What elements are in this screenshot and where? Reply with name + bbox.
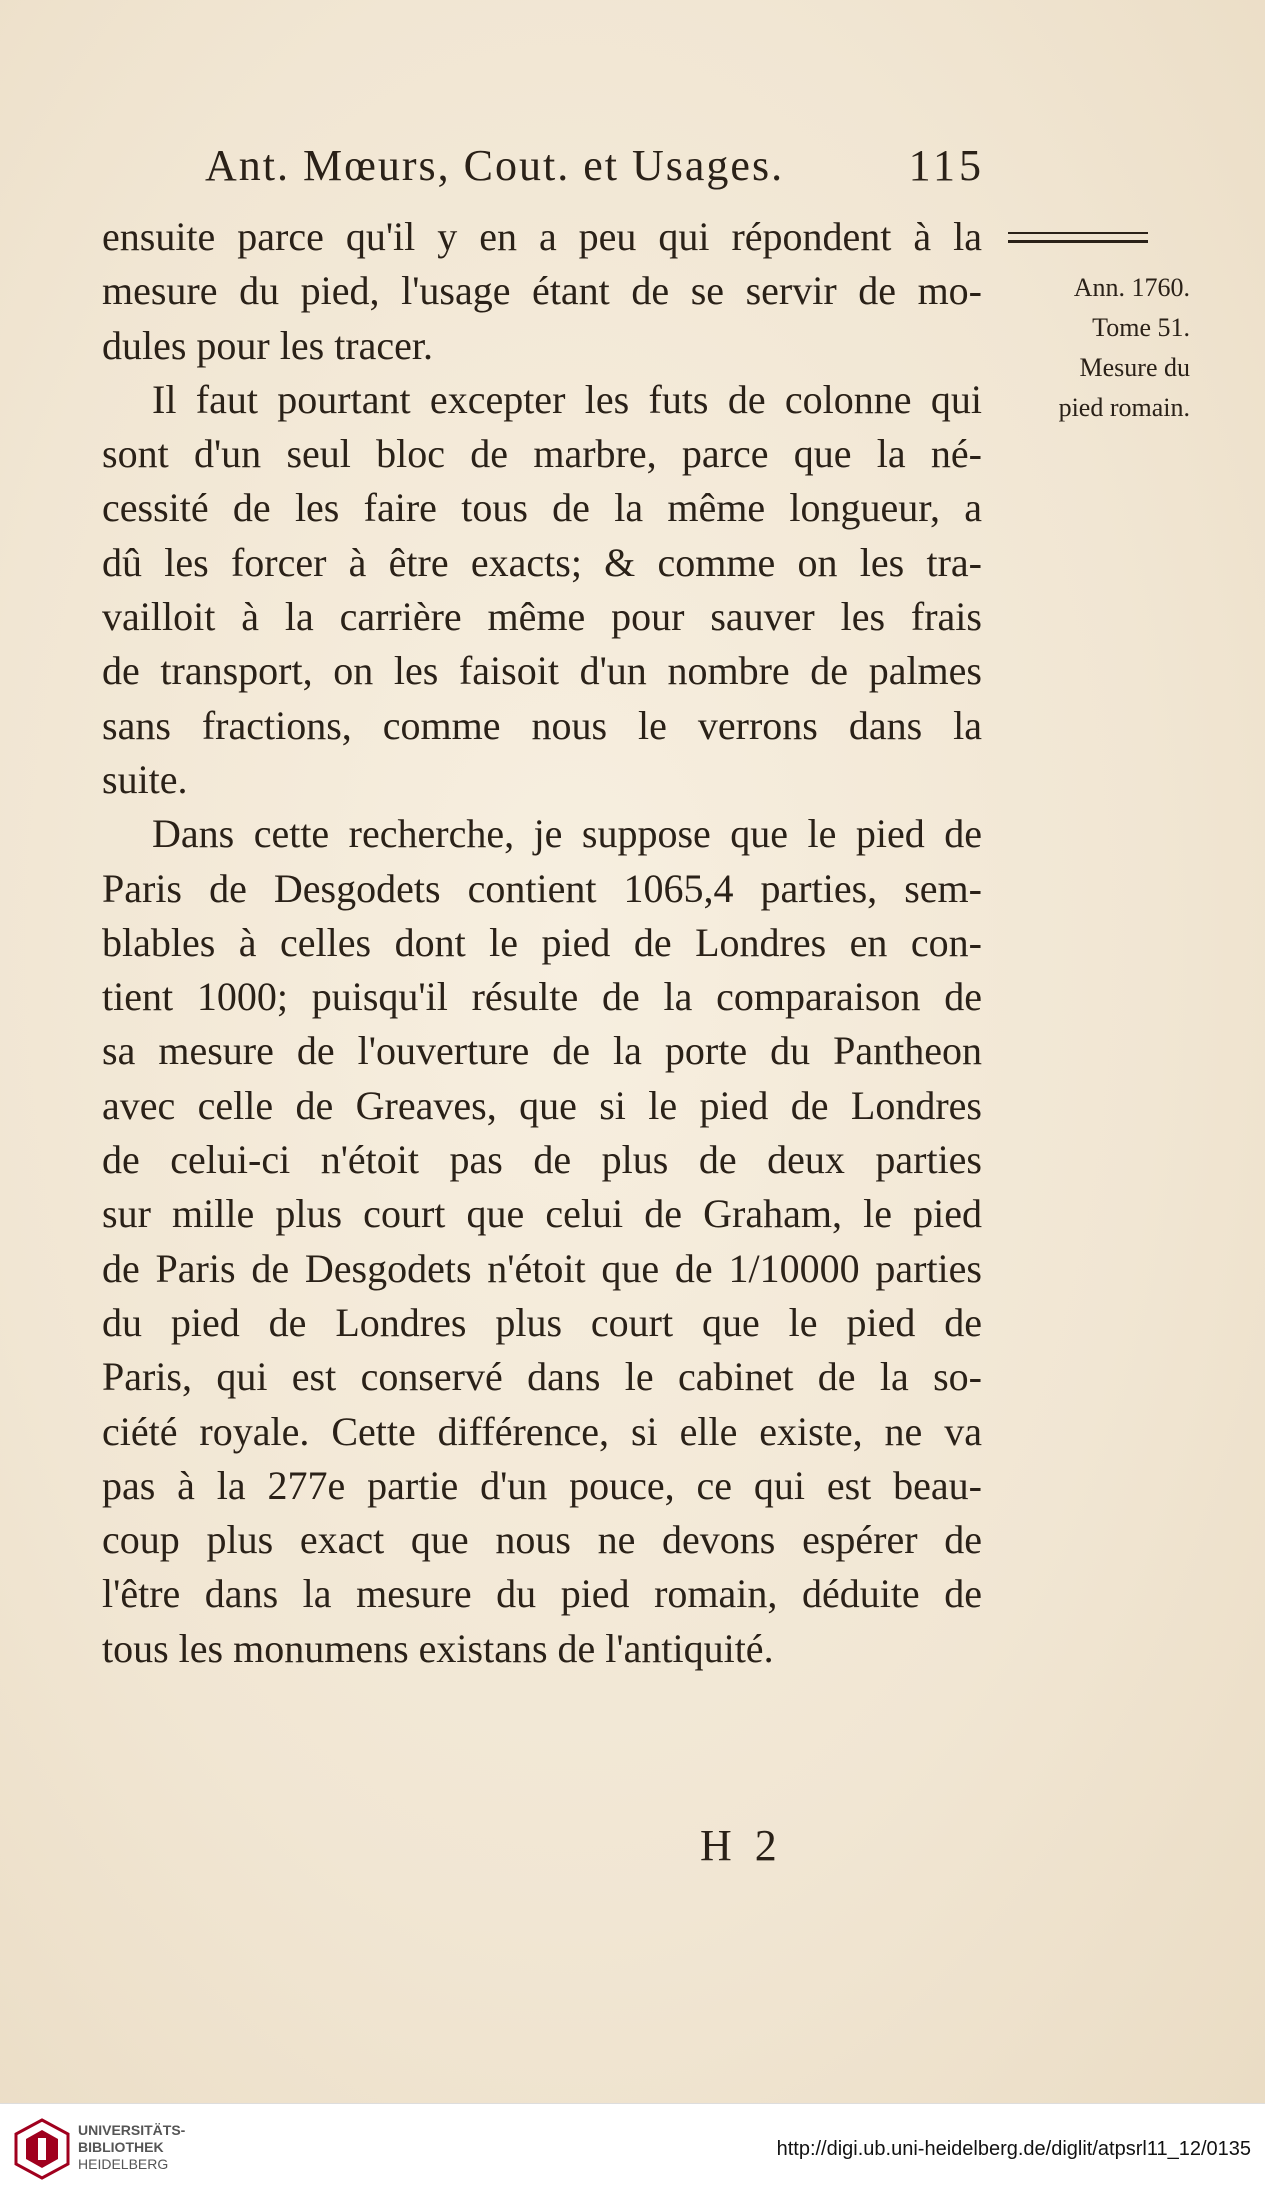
text-line: tous les monumens existans de l'antiquité. xyxy=(102,1625,774,1671)
text-line: vailloit à la carrière même pour sauver les frais xyxy=(102,594,982,640)
running-header xyxy=(205,140,985,200)
text-line: mesure du pied, l'usage étant de se servir de mo- xyxy=(102,268,982,314)
text-line: sa mesure de l'ouverture de la porte du Pantheon xyxy=(102,1028,982,1074)
margin-rule xyxy=(1008,232,1148,243)
text-line: l'être dans la mesure du pied romain, déduite de xyxy=(102,1571,982,1617)
text-line: du pied de Londres plus court que le pied de xyxy=(102,1299,982,1345)
text-line: de transport, on les faisoit d'un nombre de palmes xyxy=(102,648,982,694)
margin-note-topic-1: Mesure du xyxy=(1079,353,1190,382)
text-line: blables à celles dont le pied de Londres en con- xyxy=(102,919,982,965)
text-line: Il faut pourtant excepter les futs de colonne qui xyxy=(152,376,982,422)
library-name-line-3: HEIDELBERG xyxy=(78,2156,169,2172)
source-url-link[interactable]: http://digi.ub.uni-heidelberg.de/diglit/atpsrl11_12/0135 xyxy=(776,2138,1251,2160)
text-line: sur mille plus court que celui de Graham, le pied xyxy=(102,1191,982,1237)
margin-note-topic-2: pied romain. xyxy=(1058,393,1190,422)
text-line: sont d'un seul bloc de marbre, parce que la né- xyxy=(102,431,982,477)
margin-note-year: Ann. 1760. xyxy=(1073,273,1190,302)
margin-note-volume: Tome 51. xyxy=(1092,313,1190,342)
text-line: dû les forcer à être exacts; & comme on les tra- xyxy=(102,539,982,585)
text-line: suite. xyxy=(102,756,188,802)
text-line: dules pour les tracer. xyxy=(102,322,433,368)
text-line: Dans cette recherche, je suppose que le pied de xyxy=(152,811,982,857)
text-line: ensuite parce qu'il y en a peu qui répondent à la xyxy=(102,214,982,259)
text-line: cessité de les faire tous de la même longueur, a xyxy=(102,485,982,531)
text-line: Paris, qui est conservé dans le cabinet de la so- xyxy=(102,1354,982,1400)
page-number: 115 xyxy=(908,141,985,190)
text-line: coup plus exact que nous ne devons espérer de xyxy=(102,1517,982,1563)
library-name xyxy=(78,2122,185,2173)
footer-bar xyxy=(0,2103,1265,2194)
margin-notes xyxy=(990,268,1190,428)
text-line: sans fractions, comme nous le verrons dans la xyxy=(102,702,982,748)
running-title: Ant. Mœurs, Cout. et Usages. xyxy=(205,141,785,190)
text-line: pas à la 277e partie d'un pouce, ce qui est beau- xyxy=(102,1462,982,1508)
text-line: de celui-ci n'étoit pas de plus de deux parties xyxy=(102,1137,982,1183)
text-line: de Paris de Desgodets n'étoit que de 1/10000 parties xyxy=(102,1245,982,1291)
text-line: avec celle de Greaves, que si le pied de Londres xyxy=(102,1082,982,1128)
library-name-line-1: UNIVERSITÄTS- xyxy=(78,2122,186,2138)
text-line: tient 1000; puisqu'il résulte de la comparaison de xyxy=(102,974,982,1020)
text-line: Paris de Desgodets contient 1065,4 parties, sem- xyxy=(102,865,982,911)
text-line: ciété royale. Cette différence, si elle existe, ne va xyxy=(102,1408,982,1454)
body-text xyxy=(102,210,982,1676)
library-logo-icon xyxy=(14,2118,70,2180)
signature-mark: H 2 xyxy=(700,1821,783,1870)
library-name-line-2: BIBLIOTHEK xyxy=(78,2139,164,2155)
